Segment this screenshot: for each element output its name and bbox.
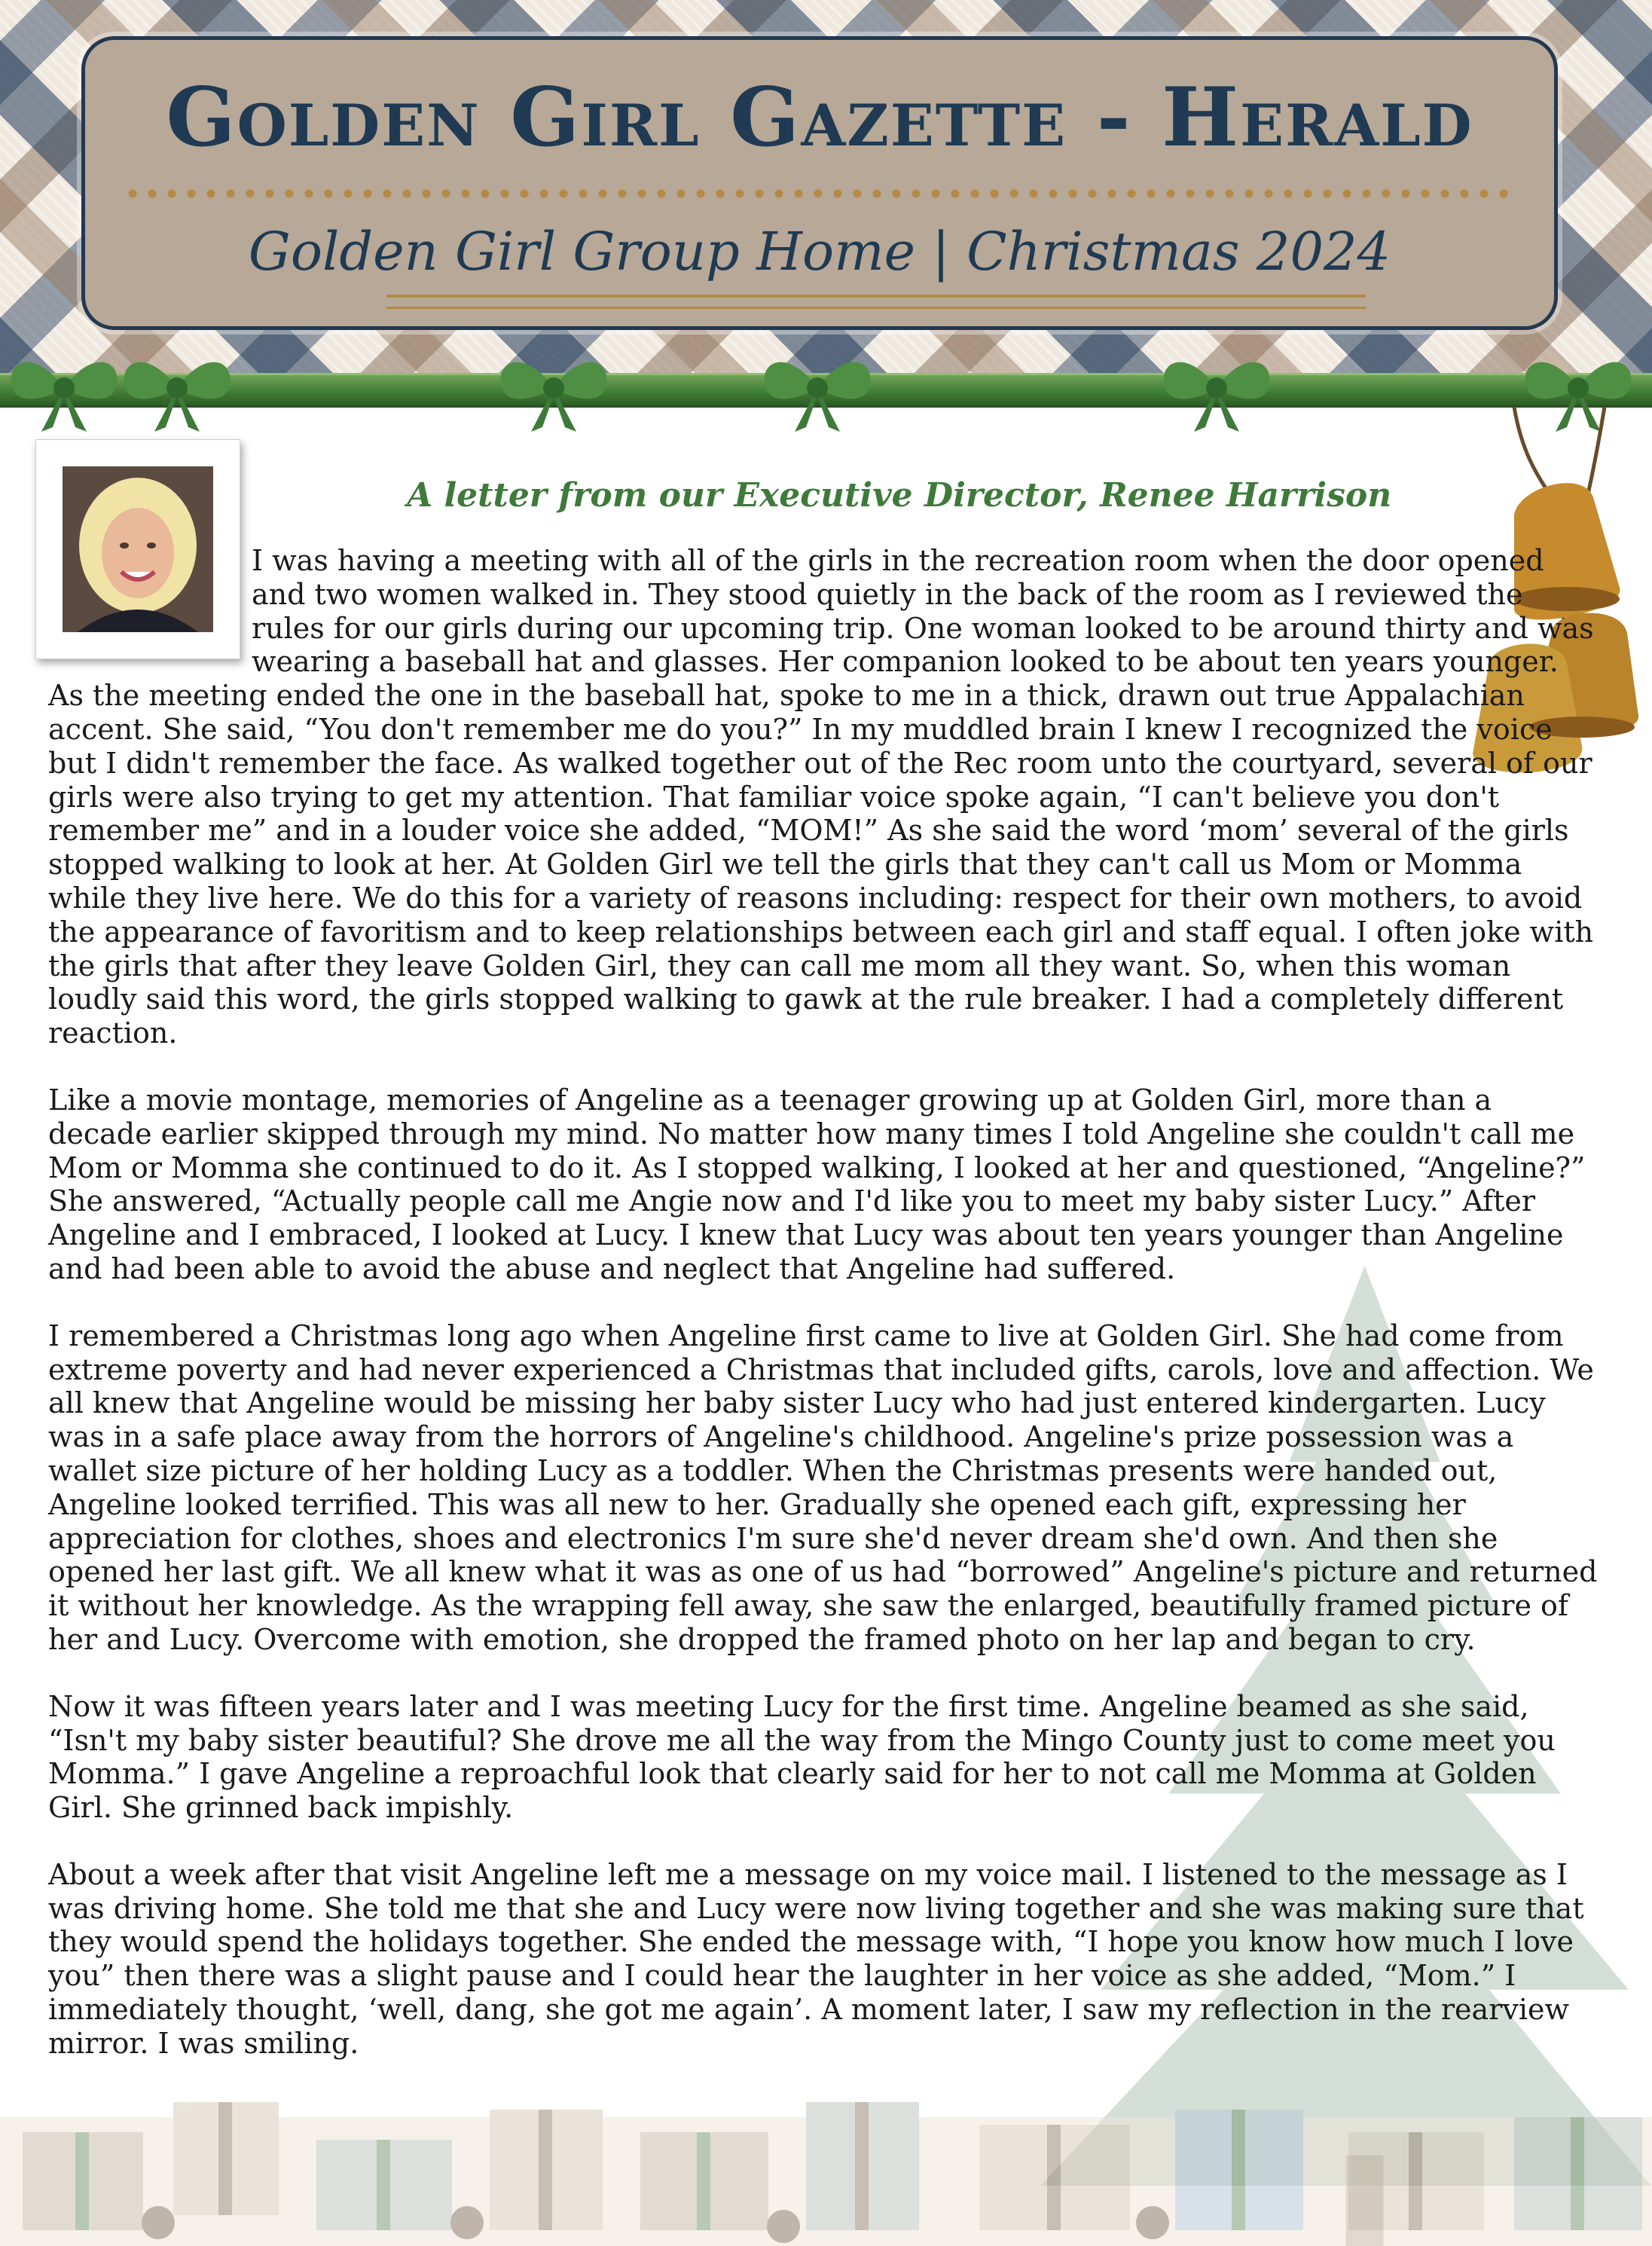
dotted-divider <box>123 189 1516 198</box>
newsletter-subtitle: Golden Girl Group Home | Christmas 2024 <box>248 221 1391 283</box>
photo-wrap-space <box>48 544 252 677</box>
letter-paragraph: I remembered a Christmas long ago when Angeline first came to live at Golden Girl. She had come from extreme poverty and had never experienced a Christmas that included gifts, carols, love and affection. We all knew that Angeline would be missing her baby sister Lucy who had just entered kindergarten. Lucy was in a safe place away from the horrors of Angeline's childhood. Angeline's prize possession was a wallet size picture of her holding Lucy as a toddler. When the Christmas presents were handed out, Angeline looked terrified. This was all new to her. Gradually she opened each gift, expressing her appreciation for clothes, shoes and electronics I'm sure she'd never dream she'd own. And then she opened her last gift. We all knew what it was as one of us had “borrowed” Angeline's picture and returned it without her knowledge. As the wrapping fell away, she saw the enlarged, beautifully framed picture of her and Lucy. Overcome with emotion, she dropped the framed photo on her lap and began to cry. <box>48 1319 1598 1656</box>
bow-icon <box>753 343 881 433</box>
letter-paragraph: Now it was fifteen years later and I was meeting Lucy for the first time. Angeline beamed as she said, “Isn't my baby sister beautiful? She drove me all the way from the Mingo County just to come meet you Momma.” I gave Angeline a reproachful look that clearly said for her to not call me Momma at Golden Girl. She grinned back impishly. <box>48 1689 1556 1825</box>
letter-paragraph: About a week after that visit Angeline left me a message on my voice mail. I listened to the message as I was driving home. She told me that she and Lucy were now living together and she was making sure that they would spend the holidays together. She ended the message with, “I hope you know how much I love you” then there was a slight pause and I could hear the laughter in her voice as she added, “Mom.” I immediately thought, ‘well, dang, she got me again’. A moment later, I saw my reflection in the rearview mirror. I was smiling. <box>48 1857 1584 2060</box>
bow-icon <box>0 343 128 433</box>
bow-icon <box>1153 343 1281 433</box>
letter-body <box>48 544 1600 2094</box>
subtitle-underline <box>386 295 1366 309</box>
letter-paragraph: Like a movie montage, memories of Angeline as a teenager growing up at Golden Girl, more than a decade earlier skipped through my mind. No matter how many times I told Angeline she couldn't call me Mom or Momma she continued to do it. As I stopped walking, I looked at her and questioned, “Angeline?” She answered, “Actually people call me Angie now and I'd like you to meet my baby sister Lucy.” After Angeline and I embraced, I looked at Lucy. I knew that Lucy was about ten years younger than Angeline and had been able to avoid the abuse and neglect that Angeline had suffered. <box>48 1083 1586 1285</box>
bow-icon <box>113 343 241 433</box>
newsletter-title: Golden Girl Gazette - Herald <box>166 70 1473 165</box>
masthead <box>81 36 1558 330</box>
bow-icon <box>490 343 618 433</box>
letter-heading: A letter from our Executive Director, Renee Harrison <box>407 476 1392 515</box>
letter-paragraph: I was having a meeting with all of the girls in the recreation room when the door opened and two women walked in. They stood quietly in the back of the room as I reviewed the rules for our girls during our upcoming trip. One woman looked to be around thirty and was wearing a baseball hat and glasses. Her companion looked to be about ten years younger. As the meeting ended the one in the baseball hat, spoke to me in a thick, drawn out true Appalachian accent. She said, “You don't remember me do you?” In my muddled brain I knew I recognized the voice but I didn't remember the face. As walked together out of the Rec room unto the courtyard, several of our girls were also trying to get my attention. That familiar voice spoke again, “I can't believe you don't remember me” and in a louder voice she added, “MOM!” As she said the word ‘mom’ several of the girls stopped walking to look at her. At Golden Girl we tell the girls that they can't call us Mom or Momma while they live here. We do this for a variety of reasons including: respect for their own mothers, to avoid the appearance of favoritism and to keep relationships between each girl and staff equal. I often joke with the girls that after they leave Golden Girl, they can call me mom all they want. So, when this woman loudly said this word, the girls stopped walking to gawk at the rule breaker. I had a completely different reaction. <box>48 544 1594 1050</box>
